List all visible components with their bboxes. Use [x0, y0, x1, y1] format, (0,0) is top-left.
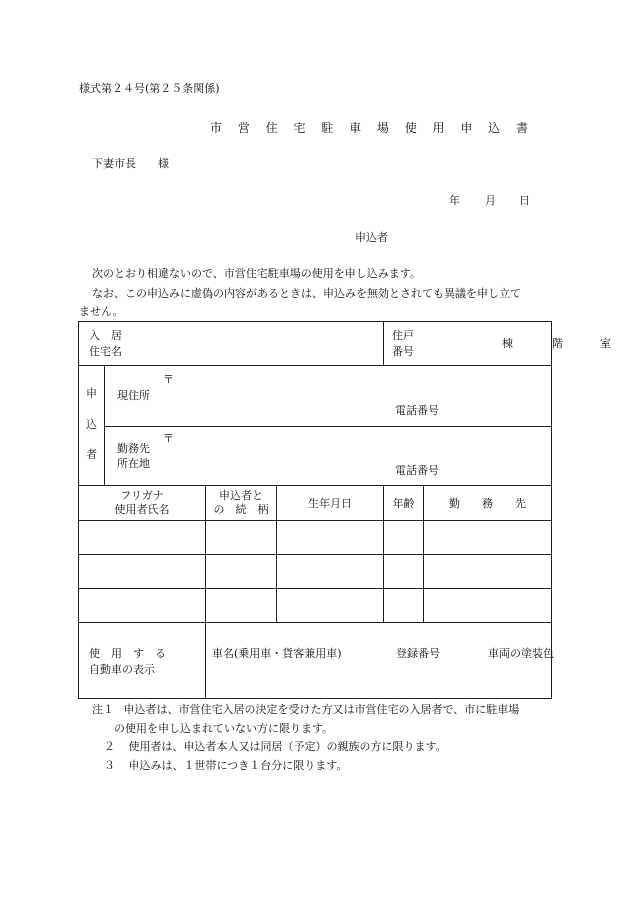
header-furigana: フリガナ: [120, 488, 164, 502]
user-name-cell[interactable]: [79, 521, 206, 555]
workplace-cell[interactable]: [424, 555, 552, 589]
user-name-cell[interactable]: [79, 589, 206, 623]
age-cell[interactable]: [384, 521, 424, 555]
workplace-address-cell[interactable]: [105, 427, 552, 486]
note-2-label: ２: [104, 740, 115, 754]
applicant-side-1: 申: [86, 387, 97, 400]
workplace-cell[interactable]: [424, 521, 552, 555]
vehicle-label-2: 自動車の表示: [89, 663, 155, 676]
note-1-continuation: [92, 720, 562, 739]
date-month-label: 月: [485, 194, 496, 207]
vehicle-color-label: 車両の塗装色: [488, 647, 554, 660]
header-relation-1: 申込者と: [219, 488, 263, 502]
intro-line-2: なお、この申込みに虚偽の内容があるときは、申込みを無効とされても異議を申し立て: [92, 287, 521, 300]
document-title: 市 営 住 宅 駐 車 場 使 用 申 込 書: [210, 121, 534, 135]
note-1-text-2: の使用を申し込まれていない方に限ります。: [114, 721, 334, 735]
workplace-cell[interactable]: [424, 589, 552, 623]
birthdate-cell[interactable]: [277, 521, 384, 555]
header-relation-2: の 続 柄: [213, 503, 269, 516]
notes-section: [92, 701, 562, 776]
form-number: 様式第２４号(第２５条関係): [79, 82, 220, 95]
current-phone-label: 電話番号: [395, 404, 439, 417]
user-row: [79, 521, 552, 555]
work-postal-mark: 〒: [163, 432, 174, 445]
building-label: 棟: [502, 337, 513, 350]
applicant-label: 申込者: [355, 231, 388, 244]
unit-label-1: 住戸: [392, 329, 414, 342]
user-row: [79, 589, 552, 623]
floor-label: 階: [552, 337, 563, 350]
vehicle-label-1: 使 用 す る: [89, 647, 166, 660]
user-row: [79, 555, 552, 589]
current-address-label: 現住所: [117, 389, 150, 402]
header-user-name: [79, 486, 206, 521]
unit-number-cell[interactable]: [384, 322, 611, 366]
header-birthdate: 生年月日: [277, 486, 384, 521]
workplace-label-1: 勤務先: [117, 442, 150, 455]
vehicle-registration-label: 登録番号: [396, 647, 440, 660]
note-3: [92, 757, 562, 776]
unit-label-2: 番号: [392, 345, 414, 358]
note-3-text: 申込みは、１世帯につき１台分に限ります。: [128, 759, 348, 773]
intro-line-3: ません。: [79, 305, 124, 318]
user-name-cell[interactable]: [79, 555, 206, 589]
relation-cell[interactable]: [206, 521, 277, 555]
note-1: [92, 701, 562, 720]
applicant-side-3: 者: [86, 448, 97, 461]
date-year-label: 年: [449, 194, 460, 207]
note-2-text: 使用者は、申込者本人又は同居（予定）の親族の方に限ります。: [128, 740, 447, 754]
application-form-table: [78, 321, 611, 699]
relation-cell[interactable]: [206, 589, 277, 623]
header-age: 年齢: [384, 486, 424, 521]
workplace-phone-label: 電話番号: [395, 464, 439, 477]
residence-name-cell[interactable]: [79, 322, 384, 366]
workplace-label-2: 所在地: [117, 457, 150, 470]
postal-mark: 〒: [163, 373, 174, 386]
vehicle-label-cell: [79, 623, 206, 699]
birthdate-cell[interactable]: [277, 555, 384, 589]
note-1-text-1: 申込者は、市営住宅入居の決定を受けた方又は市営住宅の入居者で、市に駐車場: [123, 703, 520, 716]
applicant-side-label: [79, 366, 105, 486]
header-user-name-label: 使用者氏名: [114, 503, 170, 516]
relation-cell[interactable]: [206, 555, 277, 589]
age-cell[interactable]: [384, 555, 424, 589]
note-3-label: ３: [104, 759, 115, 773]
vehicle-info-cell[interactable]: [206, 623, 552, 699]
applicant-side-2: 込: [86, 418, 97, 431]
room-label: 室: [600, 337, 611, 350]
note-2: [92, 738, 562, 757]
header-relation: [206, 486, 277, 521]
intro-line-1: 次のとおり相違ないので、市営住宅駐車場の使用を申し込みます。: [92, 267, 421, 280]
birthdate-cell[interactable]: [277, 589, 384, 623]
residence-label-2: 住宅名: [89, 345, 122, 358]
date-day-label: 日: [519, 194, 530, 207]
age-cell[interactable]: [384, 589, 424, 623]
current-address-cell[interactable]: [105, 366, 552, 427]
residence-label-1: 入 居: [89, 329, 122, 342]
note-1-label: 注１: [92, 703, 114, 716]
header-workplace: 勤 務 先: [424, 486, 552, 521]
addressee: 下妻市長 様: [92, 157, 169, 170]
vehicle-name-label: 車名(乗用車・貨客兼用車): [212, 647, 342, 660]
